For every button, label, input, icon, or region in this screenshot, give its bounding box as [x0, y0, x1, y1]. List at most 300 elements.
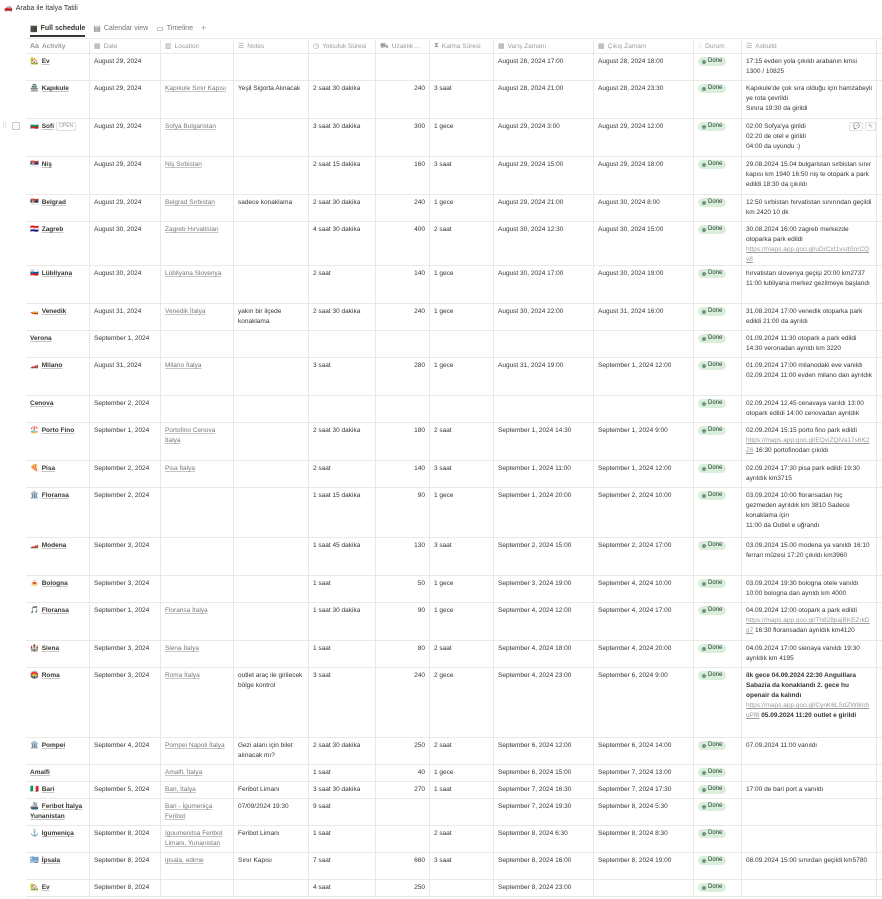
activity-name[interactable]: Zagreb: [41, 226, 64, 233]
status-cell[interactable]: [694, 396, 742, 422]
activity-name[interactable]: Siena: [41, 645, 60, 652]
arrival-time-cell[interactable]: September 7, 2024 16:30: [494, 782, 594, 798]
status-cell[interactable]: [694, 782, 742, 798]
distance-cell[interactable]: 660: [376, 853, 430, 879]
notes-cell[interactable]: [234, 331, 309, 357]
location-link[interactable]: Milano İtalya: [165, 362, 202, 369]
column-header-date[interactable]: [90, 39, 161, 53]
tab-full-schedule[interactable]: [30, 21, 85, 35]
date-cell[interactable]: September 4, 2024: [90, 738, 161, 764]
stay-duration-cell[interactable]: 1 gece: [430, 358, 494, 395]
distance-cell[interactable]: 160: [376, 157, 430, 194]
notes-cell[interactable]: Feribot Limanı: [234, 826, 309, 852]
activity-cell[interactable]: [26, 576, 90, 602]
stay-duration-cell[interactable]: [430, 396, 494, 422]
asbuild-cell[interactable]: [742, 423, 877, 460]
travel-time-cell[interactable]: 1 saat: [309, 641, 376, 667]
departure-time-cell[interactable]: August 28, 2024 18:00: [594, 54, 694, 80]
arrival-time-cell[interactable]: September 1, 2024 14:30: [494, 423, 594, 460]
date-cell[interactable]: September 2, 2024: [90, 461, 161, 487]
stay-duration-cell[interactable]: 2 gece: [430, 668, 494, 737]
status-cell[interactable]: [694, 826, 742, 852]
date-cell[interactable]: August 29, 2024: [90, 157, 161, 194]
status-cell[interactable]: [694, 461, 742, 487]
departure-time-cell[interactable]: September 2, 2024 17:00: [594, 538, 694, 575]
date-cell[interactable]: [90, 799, 161, 825]
date-cell[interactable]: September 8, 2024: [90, 880, 161, 896]
column-header-uzaklik[interactable]: [376, 39, 430, 53]
location-cell[interactable]: [161, 641, 234, 667]
travel-time-cell[interactable]: 1 saat: [309, 826, 376, 852]
location-cell[interactable]: [161, 853, 234, 879]
status-cell[interactable]: [694, 266, 742, 303]
location-link[interactable]: Igoumenitsa Feribot Limanı, Yunanistan: [165, 830, 223, 847]
distance-cell[interactable]: 90: [376, 488, 430, 537]
activity-name[interactable]: Bologna: [41, 580, 68, 587]
location-cell[interactable]: [161, 826, 234, 852]
activity-cell[interactable]: [26, 738, 90, 764]
arrival-time-cell[interactable]: September 3, 2024 19:00: [494, 576, 594, 602]
asbuild-cell[interactable]: [742, 826, 877, 852]
activity-cell[interactable]: [26, 358, 90, 395]
location-link[interactable]: Zagreb Hırvatistan: [165, 226, 219, 233]
departure-time-cell[interactable]: August 30, 2024 19:00: [594, 266, 694, 303]
location-cell[interactable]: [161, 738, 234, 764]
table-row[interactable]: [26, 157, 882, 195]
asbuild-cell[interactable]: [742, 157, 877, 194]
arrival-time-cell[interactable]: August 29, 2024 3:00: [494, 119, 594, 156]
status-cell[interactable]: [694, 880, 742, 896]
date-cell[interactable]: August 31, 2024: [90, 358, 161, 395]
activity-name[interactable]: Cenova: [30, 400, 54, 407]
date-cell[interactable]: September 1, 2024: [90, 331, 161, 357]
tab-timeline[interactable]: [156, 21, 193, 35]
distance-cell[interactable]: 80: [376, 641, 430, 667]
location-link[interactable]: Siena İtalya: [165, 645, 199, 652]
table-row[interactable]: [26, 668, 882, 738]
date-cell[interactable]: September 3, 2024: [90, 641, 161, 667]
location-cell[interactable]: [161, 81, 234, 118]
date-cell[interactable]: August 29, 2024: [90, 119, 161, 156]
date-cell[interactable]: August 30, 2024: [90, 266, 161, 303]
date-cell[interactable]: September 2, 2024: [90, 396, 161, 422]
column-header-activity[interactable]: [26, 39, 90, 53]
travel-time-cell[interactable]: 2 saat: [309, 266, 376, 303]
activity-cell[interactable]: [26, 853, 90, 879]
departure-time-cell[interactable]: September 7, 2024 13:00: [594, 765, 694, 781]
status-cell[interactable]: [694, 195, 742, 221]
arrival-time-cell[interactable]: September 4, 2024 18:00: [494, 641, 594, 667]
location-cell[interactable]: [161, 538, 234, 575]
activity-cell[interactable]: [26, 826, 90, 852]
arrival-time-cell[interactable]: August 29, 2024 15:00: [494, 157, 594, 194]
table-row[interactable]: [26, 423, 882, 461]
activity-cell[interactable]: [26, 396, 90, 422]
location-cell[interactable]: [161, 358, 234, 395]
distance-cell[interactable]: 140: [376, 461, 430, 487]
travel-time-cell[interactable]: [309, 396, 376, 422]
notes-cell[interactable]: [234, 358, 309, 395]
departure-time-cell[interactable]: September 4, 2024 10:00: [594, 576, 694, 602]
location-link[interactable]: ipsala, edirne: [165, 857, 204, 864]
table-row[interactable]: [26, 461, 882, 488]
travel-time-cell[interactable]: [309, 54, 376, 80]
row-drag-handle[interactable]: ⠿: [2, 122, 20, 130]
asbuild-cell[interactable]: [742, 488, 877, 537]
status-cell[interactable]: [694, 765, 742, 781]
stay-duration-cell[interactable]: 3 saat: [430, 81, 494, 118]
location-link[interactable]: Pompei Napoli İtalya: [165, 742, 225, 749]
distance-cell[interactable]: 300: [376, 119, 430, 156]
departure-time-cell[interactable]: September 1, 2024 12:00: [594, 358, 694, 395]
asbuild-map-link[interactable]: https://maps.app.goo.gl/uDrCxt1vsdSnrCQv8: [746, 246, 870, 263]
table-row[interactable]: [26, 81, 882, 119]
asbuild-cell[interactable]: [742, 782, 877, 798]
activity-name[interactable]: Floransa: [41, 607, 69, 614]
activity-cell[interactable]: [26, 765, 90, 781]
distance-cell[interactable]: [376, 799, 430, 825]
distance-cell[interactable]: 240: [376, 195, 430, 221]
stay-duration-cell[interactable]: [430, 331, 494, 357]
table-row[interactable]: [26, 396, 882, 423]
date-cell[interactable]: August 29, 2024: [90, 195, 161, 221]
date-cell[interactable]: September 8, 2024: [90, 826, 161, 852]
stay-duration-cell[interactable]: 1 gece: [430, 119, 494, 156]
date-cell[interactable]: August 31, 2024: [90, 304, 161, 330]
departure-time-cell[interactable]: September 4, 2024 17:00: [594, 603, 694, 640]
column-header-yolculuk[interactable]: [309, 39, 376, 53]
asbuild-cell[interactable]: [742, 765, 877, 781]
distance-cell[interactable]: 270: [376, 782, 430, 798]
location-link[interactable]: Venedik İtalya: [165, 308, 206, 315]
distance-cell[interactable]: 40: [376, 765, 430, 781]
edit-icon[interactable]: ✎: [865, 122, 876, 131]
activity-name[interactable]: Bari: [41, 786, 55, 793]
location-cell[interactable]: [161, 668, 234, 737]
departure-time-cell[interactable]: September 4, 2024 20:00: [594, 641, 694, 667]
distance-cell[interactable]: [376, 396, 430, 422]
travel-time-cell[interactable]: 3 saat 30 dakika: [309, 782, 376, 798]
status-cell[interactable]: [694, 81, 742, 118]
asbuild-cell[interactable]: [742, 331, 877, 357]
travel-time-cell[interactable]: 4 saat 30 dakika: [309, 222, 376, 265]
column-header-varis[interactable]: [494, 39, 594, 53]
notes-cell[interactable]: [234, 488, 309, 537]
activity-name[interactable]: Amalfi: [30, 769, 50, 776]
activity-name[interactable]: Modena: [41, 542, 67, 549]
notes-cell[interactable]: [234, 641, 309, 667]
table-row[interactable]: [26, 358, 882, 396]
arrival-time-cell[interactable]: August 30, 2024 12:30: [494, 222, 594, 265]
distance-cell[interactable]: 400: [376, 222, 430, 265]
asbuild-cell[interactable]: [742, 461, 877, 487]
location-cell[interactable]: [161, 396, 234, 422]
travel-time-cell[interactable]: 2 saat 30 dakika: [309, 738, 376, 764]
location-cell[interactable]: [161, 304, 234, 330]
travel-time-cell[interactable]: 2 saat: [309, 461, 376, 487]
asbuild-cell[interactable]: [742, 266, 877, 303]
distance-cell[interactable]: 280: [376, 358, 430, 395]
asbuild-cell[interactable]: [742, 396, 877, 422]
activity-name[interactable]: Milano: [41, 362, 63, 369]
activity-cell[interactable]: [26, 266, 90, 303]
departure-time-cell[interactable]: September 8, 2024 8:30: [594, 826, 694, 852]
departure-time-cell[interactable]: August 30, 2024 15:00: [594, 222, 694, 265]
asbuild-cell[interactable]: [742, 738, 877, 764]
asbuild-cell[interactable]: [742, 538, 877, 575]
distance-cell[interactable]: 180: [376, 423, 430, 460]
table-row[interactable]: [26, 488, 882, 538]
location-cell[interactable]: [161, 423, 234, 460]
activity-name[interactable]: Sofi: [41, 123, 54, 131]
location-cell[interactable]: [161, 266, 234, 303]
activity-name[interactable]: Kapıkule: [41, 85, 69, 92]
status-cell[interactable]: [694, 157, 742, 194]
date-cell[interactable]: August 30, 2024: [90, 222, 161, 265]
stay-duration-cell[interactable]: 1 gece: [430, 488, 494, 537]
activity-cell[interactable]: [26, 54, 90, 80]
stay-duration-cell[interactable]: 3 saat: [430, 157, 494, 194]
stay-duration-cell[interactable]: [430, 54, 494, 80]
distance-cell[interactable]: [376, 826, 430, 852]
location-cell[interactable]: [161, 765, 234, 781]
notes-cell[interactable]: [234, 119, 309, 156]
distance-cell[interactable]: 240: [376, 81, 430, 118]
travel-time-cell[interactable]: 2 saat 30 dakika: [309, 423, 376, 460]
arrival-time-cell[interactable]: August 31, 2024 19:00: [494, 358, 594, 395]
activity-name[interactable]: Floransa: [41, 492, 69, 499]
add-view-button[interactable]: +: [200, 23, 207, 33]
notes-cell[interactable]: [234, 54, 309, 80]
location-cell[interactable]: [161, 157, 234, 194]
comment-icon[interactable]: 💬: [849, 122, 862, 131]
travel-time-cell[interactable]: 1 saat 45 dakika: [309, 538, 376, 575]
column-header-notes[interactable]: [234, 39, 309, 53]
departure-time-cell[interactable]: August 31, 2024 16:00: [594, 304, 694, 330]
status-cell[interactable]: [694, 358, 742, 395]
location-cell[interactable]: [161, 488, 234, 537]
notes-cell[interactable]: outlet araç ile girilecek bölge kontrol: [234, 668, 309, 737]
distance-cell[interactable]: 250: [376, 880, 430, 896]
asbuild-cell[interactable]: [742, 641, 877, 667]
arrival-time-cell[interactable]: August 30, 2024 22:00: [494, 304, 594, 330]
activity-name[interactable]: Ev: [41, 884, 50, 891]
notes-cell[interactable]: [234, 576, 309, 602]
location-cell[interactable]: [161, 54, 234, 80]
column-header-cikis[interactable]: [594, 39, 694, 53]
location-cell[interactable]: [161, 222, 234, 265]
asbuild-cell[interactable]: [742, 880, 877, 896]
stay-duration-cell[interactable]: 2 saat: [430, 641, 494, 667]
notes-cell[interactable]: [234, 222, 309, 265]
departure-time-cell[interactable]: August 28, 2024 23:30: [594, 81, 694, 118]
activity-name[interactable]: Feribot İtalya Yunanistan: [30, 803, 83, 820]
column-header-durum[interactable]: [694, 39, 742, 53]
table-row[interactable]: [26, 782, 882, 799]
travel-time-cell[interactable]: 2 saat 30 dakika: [309, 304, 376, 330]
travel-time-cell[interactable]: 3 saat: [309, 668, 376, 737]
notes-cell[interactable]: Feribot Limanı: [234, 782, 309, 798]
date-cell[interactable]: September 3, 2024: [90, 576, 161, 602]
date-cell[interactable]: August 29, 2024: [90, 54, 161, 80]
activity-cell[interactable]: [26, 668, 90, 737]
arrival-time-cell[interactable]: September 8, 2024 16:00: [494, 853, 594, 879]
location-link[interactable]: Floransa İtalya: [165, 607, 208, 614]
stay-duration-cell[interactable]: 2 saat: [430, 738, 494, 764]
arrival-time-cell[interactable]: September 4, 2024 23:00: [494, 668, 594, 737]
table-row[interactable]: [26, 222, 882, 266]
departure-time-cell[interactable]: [594, 880, 694, 896]
location-link[interactable]: Portofino Cenova İtalya: [165, 427, 216, 444]
notes-cell[interactable]: Yeşil Sigorta Alınacak: [234, 81, 309, 118]
status-cell[interactable]: [694, 853, 742, 879]
notes-cell[interactable]: sadece konaklama: [234, 195, 309, 221]
location-cell[interactable]: [161, 799, 234, 825]
column-header-location[interactable]: [161, 39, 234, 53]
table-row[interactable]: [26, 738, 882, 765]
activity-name[interactable]: Belgrad: [41, 199, 66, 206]
date-cell[interactable]: September 2, 2024: [90, 488, 161, 537]
stay-duration-cell[interactable]: [430, 880, 494, 896]
date-cell[interactable]: September 1, 2024: [90, 603, 161, 640]
departure-time-cell[interactable]: September 1, 2024 12:00: [594, 461, 694, 487]
date-cell[interactable]: September 8, 2024: [90, 853, 161, 879]
location-cell[interactable]: [161, 331, 234, 357]
notes-cell[interactable]: Sınır Kapısı: [234, 853, 309, 879]
date-cell[interactable]: September 5, 2024: [90, 782, 161, 798]
travel-time-cell[interactable]: 9 saat: [309, 799, 376, 825]
row-checkbox[interactable]: [12, 122, 20, 130]
table-row[interactable]: [26, 54, 882, 81]
notes-cell[interactable]: [234, 880, 309, 896]
location-link[interactable]: Amalfi, İtalya: [165, 769, 203, 776]
activity-name[interactable]: Pompei: [41, 742, 66, 749]
stay-duration-cell[interactable]: 2 saat: [430, 423, 494, 460]
departure-time-cell[interactable]: September 2, 2024 10:00: [594, 488, 694, 537]
status-cell[interactable]: [694, 738, 742, 764]
arrival-time-cell[interactable]: August 28, 2024 17:00: [494, 54, 594, 80]
travel-time-cell[interactable]: 3 saat 30 dakika: [309, 119, 376, 156]
asbuild-cell[interactable]: [742, 576, 877, 602]
activity-cell[interactable]: [26, 488, 90, 537]
travel-time-cell[interactable]: 2 saat 30 dakika: [309, 195, 376, 221]
status-cell[interactable]: [694, 119, 742, 156]
departure-time-cell[interactable]: [594, 396, 694, 422]
travel-time-cell[interactable]: 3 saat: [309, 358, 376, 395]
notes-cell[interactable]: [234, 765, 309, 781]
notes-cell[interactable]: yakın bir ilçede konaklama: [234, 304, 309, 330]
arrival-time-cell[interactable]: [494, 396, 594, 422]
activity-cell[interactable]: [26, 461, 90, 487]
arrival-time-cell[interactable]: September 2, 2024 15:00: [494, 538, 594, 575]
location-cell[interactable]: [161, 461, 234, 487]
table-row[interactable]: [26, 195, 882, 222]
arrival-time-cell[interactable]: August 29, 2024 21:00: [494, 195, 594, 221]
status-cell[interactable]: [694, 799, 742, 825]
arrival-time-cell[interactable]: September 4, 2024 12:00: [494, 603, 594, 640]
location-cell[interactable]: [161, 576, 234, 602]
location-link[interactable]: Bari, İtalya: [165, 786, 196, 793]
table-row[interactable]: [2, 119, 882, 157]
table-row[interactable]: [26, 826, 882, 853]
stay-duration-cell[interactable]: 1 gece: [430, 603, 494, 640]
column-header-asbuild[interactable]: [742, 39, 877, 53]
location-cell[interactable]: [161, 195, 234, 221]
arrival-time-cell[interactable]: September 1, 2024 20:00: [494, 488, 594, 537]
asbuild-map-link[interactable]: https://maps.app.goo.gl/Th828pajBKEZrkDg7: [746, 617, 870, 634]
departure-time-cell[interactable]: September 7, 2024 17:30: [594, 782, 694, 798]
date-cell[interactable]: September 1, 2024: [90, 423, 161, 460]
asbuild-cell[interactable]: [742, 799, 877, 825]
stay-duration-cell[interactable]: 1 gece: [430, 576, 494, 602]
status-cell[interactable]: [694, 304, 742, 330]
arrival-time-cell[interactable]: [494, 331, 594, 357]
notes-cell[interactable]: [234, 266, 309, 303]
activity-cell[interactable]: [26, 304, 90, 330]
distance-cell[interactable]: 130: [376, 538, 430, 575]
asbuild-cell[interactable]: [742, 81, 877, 118]
travel-time-cell[interactable]: 7 saat: [309, 853, 376, 879]
activity-name[interactable]: Niş: [41, 161, 52, 168]
activity-cell[interactable]: [26, 423, 90, 460]
tab-calendar-view[interactable]: [93, 21, 148, 35]
arrival-time-cell[interactable]: August 28, 2024 21:00: [494, 81, 594, 118]
table-row[interactable]: [26, 266, 882, 304]
activity-name[interactable]: Venedik: [41, 308, 67, 315]
location-link[interactable]: Sofya Bulgaristan: [165, 123, 216, 130]
travel-time-cell[interactable]: 2 saat 15 dakika: [309, 157, 376, 194]
location-cell[interactable]: [161, 880, 234, 896]
activity-name[interactable]: Roma: [41, 672, 60, 679]
table-row[interactable]: [26, 331, 882, 358]
table-row[interactable]: [26, 880, 882, 897]
notes-cell[interactable]: Gezi alanı için bilet alınacak mı?: [234, 738, 309, 764]
notes-cell[interactable]: [234, 603, 309, 640]
stay-duration-cell[interactable]: 3 saat: [430, 853, 494, 879]
activity-name[interactable]: Porto Fino: [41, 427, 75, 434]
table-row[interactable]: [26, 641, 882, 668]
status-cell[interactable]: [694, 488, 742, 537]
activity-name[interactable]: Lübliyana: [41, 270, 73, 277]
stay-duration-cell[interactable]: 1 saat: [430, 782, 494, 798]
travel-time-cell[interactable]: 2 saat 30 dakika: [309, 81, 376, 118]
activity-cell[interactable]: [26, 538, 90, 575]
asbuild-cell[interactable]: [742, 668, 877, 737]
departure-time-cell[interactable]: [594, 331, 694, 357]
activity-name[interactable]: Verona: [30, 335, 52, 342]
activity-cell[interactable]: [26, 799, 90, 825]
column-header-kalma[interactable]: [430, 39, 494, 53]
table-row[interactable]: [26, 603, 882, 641]
notes-cell[interactable]: [234, 461, 309, 487]
travel-time-cell[interactable]: [309, 331, 376, 357]
date-cell[interactable]: September 3, 2024: [90, 668, 161, 737]
asbuild-cell[interactable]: [742, 304, 877, 330]
status-cell[interactable]: [694, 603, 742, 640]
status-cell[interactable]: [694, 641, 742, 667]
arrival-time-cell[interactable]: September 6, 2024 15:00: [494, 765, 594, 781]
asbuild-map-link[interactable]: https://maps.app.goo.gl/EQviZQiVa17s6K2Z6: [746, 437, 870, 454]
activity-cell[interactable]: [26, 81, 90, 118]
distance-cell[interactable]: 140: [376, 266, 430, 303]
arrival-time-cell[interactable]: August 30, 2024 17:00: [494, 266, 594, 303]
activity-cell[interactable]: [26, 641, 90, 667]
table-row[interactable]: [26, 576, 882, 603]
departure-time-cell[interactable]: September 1, 2024 9:00: [594, 423, 694, 460]
location-link[interactable]: Bari - İgumeniça Feribot: [165, 803, 213, 820]
asbuild-cell[interactable]: [742, 195, 877, 221]
date-cell[interactable]: August 29, 2024: [90, 81, 161, 118]
